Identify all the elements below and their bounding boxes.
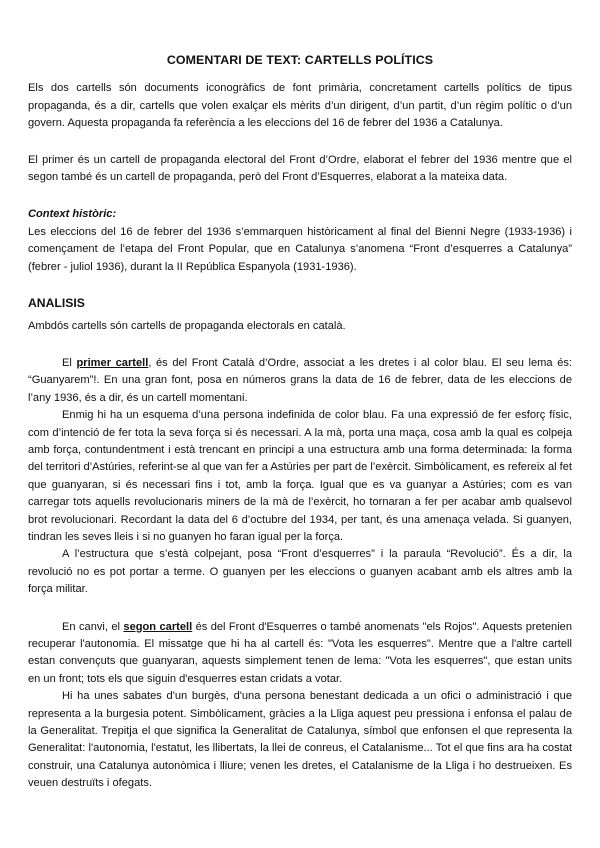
context-paragraph: Les eleccions del 16 de febrer del 1936 s’emmarquen històricament al final del Bienni Negre (1933-1936) i començament de l’etapa del Front Popular, que en Catalunya s’anomena “Front d’esquerres a Catalunya” (febrer - juliol 1936), durant la II República Espanyola (1931-1936). bbox=[28, 225, 572, 273]
analysis-heading: ANALISIS bbox=[28, 296, 85, 311]
document-title: COMENTARI DE TEXT: CARTELLS POLÍTICS bbox=[166, 53, 434, 67]
intro-paragraph-1: Els dos cartells són documents iconogràfics de font primària, concretament cartells polítics de tipus propaganda, és a dir, cartells que volen exalçar els mèrits d’un dirigent, d’un partit, d’un règim polític o d’un govern. Aquesta propaganda fa referència a les eleccions del 16 de febrer del 1936 a Catalunya. bbox=[28, 82, 572, 130]
first-poster-pre: El bbox=[62, 356, 77, 369]
first-poster-paragraph-2: Enmig hi ha un esquema d’una persona indefinida de color blau. Fa una expressió de fer esforç físic, com d’intenció de fer tota la seva força si és necessari. A la mà, porta una maça, cosa amb la qual es colpeja amb força, contundentment i està trencant en principi a una estructura amb una forma determinada: la forma del territori d’Astúries, referint-se al que van fer a Astúries per part de l’exèrcit. Simbòlicament, es refereix al fet que guanyaran, si és necessari fins i tot, amb la força. Igual que es va guanyar a Astúries; com es van carregar tots aquells revolucionaris miners de la mà de l’exèrcit, ho tornaran a fer per acabar amb qualsevol brot revolucionari. Recordant la data del 6 d’octubre del 1934, per tant, és una amenaça velada. Si guanyen, tindran les seves lleis i si no guanyen ho faran igual per la força. bbox=[28, 409, 572, 543]
context-heading: Context històric: bbox=[28, 208, 117, 221]
first-poster-term: primer cartell bbox=[76, 356, 149, 369]
second-poster-pre: En canvi, el bbox=[62, 620, 124, 633]
first-poster-post: , és del Front Català d’Ordre, associat a les dretes i al color blau. El seu lema és: “Guanyarem”!. En una gran font, posa en números grans la data de 16 de febrer, data de les eleccions de l’any 1936, és a dir, és un cartell momentani. bbox=[28, 356, 572, 404]
second-poster-term: segon cartell bbox=[123, 620, 193, 633]
first-poster-paragraph-3: A l’estructura que s’està colpejant, posa “Front d’esquerres” i la paraula “Revolució”. És a dir, la revolució no es pot portar a terme. O guanyen per les eleccions o guanyen acabant amb els altres amb la força militar. bbox=[28, 548, 572, 596]
first-poster-paragraph bbox=[28, 355, 572, 407]
intro-paragraph-2: El primer és un cartell de propaganda electoral del Front d’Ordre, elaborat el febrer del 1936 mentre que el segon també és un cartell de propaganda, però del Front d’Esquerres, elaborat a la mateixa data. bbox=[28, 153, 572, 184]
document-body bbox=[28, 52, 572, 793]
second-poster-paragraph bbox=[28, 619, 572, 689]
second-poster-paragraph-2: Hi ha unes sabates d'un burgès, d'una persona benestant dedicada a un ofici o administració i que representa a la burgesia potent. Simbòlicament, gràcies a la Lliga aquest peu pressiona i enfonsa el palau de la Generalitat. Trepitja el que significa la Generalitat de Catalunya, símbol que enfonsen el que representa la Generalitat: l'autonomia, l'estatut, les llibertats, la llei de conreus, el Catalanisme... Tot el que fins ara ha costat construir, una Catalunya autonòmica i lliure; venen les dretes, el Catalanisme de la Lliga i ho destrueixen. Es veuen destruïts i ofegats. bbox=[28, 690, 572, 790]
analysis-lead: Ambdós cartells són cartells de propaganda electorals en català. bbox=[28, 320, 346, 333]
second-poster-post: és del Front d'Esquerres o també anomenats "els Rojos". Aquests pretenien recuperar l'autonomia. El missatge que hi ha al cartell és: "Vota les esquerres". Mentre que a l'altre cartell estan convençuts que guanyaran, aquests simplement tenen de lema: "Vota les esquerres", que estan units en un front; tots els que siguin d'esquerres estan cridats a votar. bbox=[28, 620, 573, 685]
